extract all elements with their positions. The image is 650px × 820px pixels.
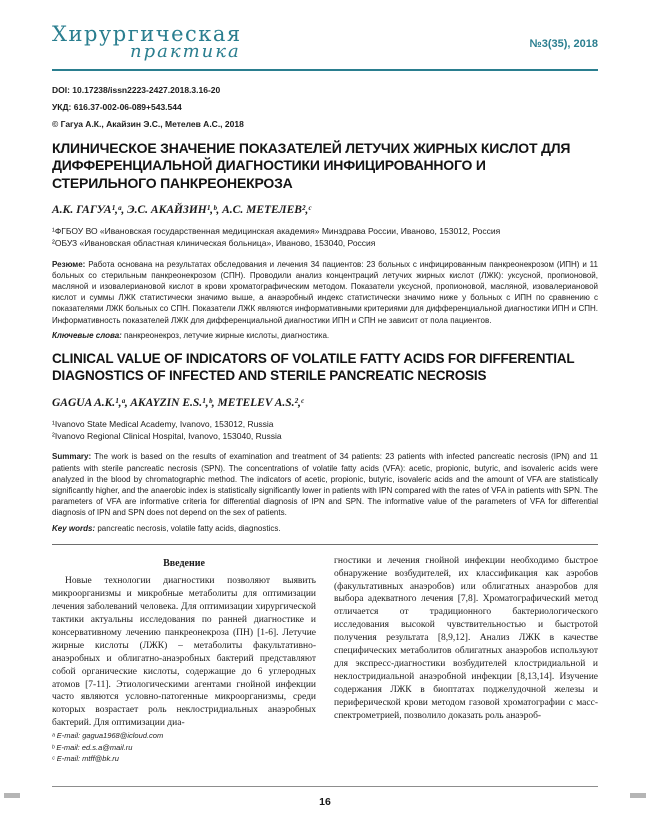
abstract-ru-label: Резюме: xyxy=(52,259,86,269)
footnote-b: ᵇ E-mail: ed.s.a@mail.ru xyxy=(52,742,133,752)
page-number: 16 xyxy=(319,796,331,808)
affiliation-en-2: ²Ivanovo Regional Clinical Hospital, Ivanovo, 153040, Russia xyxy=(52,431,282,442)
article-title-ru: КЛИНИЧЕСКОЕ ЗНАЧЕНИЕ ПОКАЗАТЕЛЕЙ ЛЕТУЧИХ ЖИРНЫХ КИСЛОТ ДЛЯ ДИФФЕРЕНЦИАЛЬНОЙ ДИАГНОСТИКИ ИНФИЦИРОВАННОГО И СТЕРИЛЬНОГО ПАНКРЕОНЕКРОЗА xyxy=(52,139,571,191)
right-paragraph: гностики и лечения гнойной инфекции необходимо быстрое обнаружение возбудителей, их классификация как аэробов (факультативных анаэробов) или облигатных анаэробов для выбора адекватного лечения [7,8]. Хроматографический метод отличается от традиционного бактериологического исследования высокой чувствительностью и быстротой получения результата [8,9,12]. Анализ ЛЖК в качестве специфических метаболитов облигатных анаэробов используют для экспресс-диагностики возбудителей клостридиальной и неклостридиальной анаэробной инфекции [8,13,14]. Изучение содержания ЛЖК в биоптатах поджелудочной железы и периферической крови методом газовой хроматографии с масс-спектрометрией, позволило доказать роль анаэроб- xyxy=(334,555,598,721)
footnotes xyxy=(52,730,163,764)
body-columns xyxy=(52,555,598,730)
section-divider xyxy=(52,544,598,545)
journal-header xyxy=(52,24,598,61)
journal-logo xyxy=(52,24,242,61)
journal-logo-line1: Хирургическая xyxy=(52,22,242,46)
keywords-en-label: Key words: xyxy=(52,523,96,533)
journal-logo-line2: практика xyxy=(130,41,241,62)
affiliation-ru-2: ²ОБУЗ «Ивановская областная клиническая больница», Иваново, 153040, Россия xyxy=(52,238,376,249)
abstract-ru xyxy=(52,259,598,326)
copyright-line: © Гагуа А.К., Акайзин Э.С., Метелев А.С., 2018 xyxy=(52,119,244,130)
article-meta xyxy=(52,85,598,130)
crop-mark-left xyxy=(4,793,20,798)
keywords-en-text: pancreatic necrosis, volatile fatty acids, diagnostics. xyxy=(97,523,281,533)
article-title-en: CLINICAL VALUE OF INDICATORS OF VOLATILE FATTY ACIDS FOR DIFFERENTIAL DIAGNOSTICS OF INFECTED AND STERILE PANCREATIC NECROSIS xyxy=(52,351,575,383)
keywords-ru-text: панкреонекроз, летучие жирные кислоты, диагностика. xyxy=(124,330,330,340)
doi-line: DOI: 10.17238/issn2223-2427.2018.3.16-20 xyxy=(52,85,221,95)
intro-heading: Введение xyxy=(163,557,205,569)
summary-en-label: Summary: xyxy=(52,452,92,462)
authors-en: GAGUA A.K.¹,ᵃ, AKAYZIN E.S.¹,ᵇ, METELEV A.S.²,ᶜ xyxy=(52,396,304,409)
affiliation-en-1: ¹Ivanovo State Medical Academy, Ivanovo, 153012, Russia xyxy=(52,418,274,429)
intro-paragraph: Новые технологии диагностики позволяют выявить микроорганизмы и микробные метаболиты для оптимизации лечения заболеваний человека. Для оптимизации хирургической тактики актуальны исследования по ранней диагностике и консервативному лечению панкреонекроза (ПН) [1-6]. Летучие жирные кислоты (ЛЖК) – метаболиты факультативно-анаэробных и облигатно-анаэробных бактерий представляют собой органические кислоты, содержащие до 6 углеродных атомов [7-11]. Этиологическими агентами гнойной инфекции часто являются условно-патогенные микроорганизмы, среди которых возрастает роль неклостридиальных анаэробных бактерий. Для оптимизации диа- xyxy=(52,576,316,729)
summary-en-text: The work is based on the results of examination and treatment of 34 patients: 23 patients with infected pancreatic necrosis (IPN) and 11 patients with sterile pancreatic necrosis (SPN). The concentrations of volatile fatty acids (VFA): acetic, propionic, butyric, and isovaleric acids were analyzed in the blood by chromatographic method. The indicators of acetic, propionic, butyric, isovaleric acids and the amount of VFA are statistically significantly higher, and the anaerobic index is statistically significantly lower in patients with IPN compared with the rates of VFA in patients with SPN. The parameters of VFA are informative criteria for differential diagnosis of IPN and SPN. The informative value of the parameters of VFA for differential diagnosis of IPN and SPN does not depend on the sex of patients. xyxy=(52,452,599,518)
footnote-a: ᵃ E-mail: gagua1968@icloud.com xyxy=(52,731,164,741)
authors-ru: А.К. ГАГУА¹,ᵃ, Э.С. АКАЙЗИН¹,ᵇ, А.С. МЕТЕЛЕВ²,ᶜ xyxy=(52,204,312,217)
issue-number: №3(35), 2018 xyxy=(529,38,598,50)
keywords-ru xyxy=(52,330,598,341)
summary-en xyxy=(52,451,598,518)
affiliation-ru-1: ¹ФГБОУ ВО «Ивановская государственная медицинская академия» Минздрава России, Иваново, 153012, Россия xyxy=(52,226,501,237)
header-rule xyxy=(52,69,598,71)
crop-mark-right xyxy=(630,793,646,798)
footnote-c: ᶜ E-mail: mtff@bk.ru xyxy=(52,753,119,763)
keywords-ru-label: Ключевые слова: xyxy=(52,330,122,340)
udk-line: УКД: 616.37-002-06-089+543.544 xyxy=(52,102,182,113)
abstract-ru-text: Работа основана на результатах обследования и лечения 34 пациентов: 23 больных с инфицированным панкреонекрозом (ИПН) и 11 больных со стерильным панкреонекрозом (СПН). Проводили анализ концентраций летучих жирных кислот (ЛЖК): уксусной, пропионовой, масляной и изовалериановой кислот в крови хроматографическим методом. Показатели уксусной, пропионовой, масляной, изовалериановой кислот и суммы ЛЖК статистически значимо выше, а анаэробный индекс статистически значимо ниже у больных с ИПН по сравнению с показателями ЛЖК больных со СПН. Показатели ЛЖК являются информативными критериями для дифференциальной диагностики ИПН и СПН. Информативность показателей ЛЖК для дифференциальной диагностики ИПН и СПН не зависит от пола пациентов. xyxy=(52,259,598,325)
right-column xyxy=(334,555,598,730)
footer-rule xyxy=(52,786,598,787)
left-column xyxy=(52,555,316,730)
keywords-en xyxy=(52,523,598,534)
